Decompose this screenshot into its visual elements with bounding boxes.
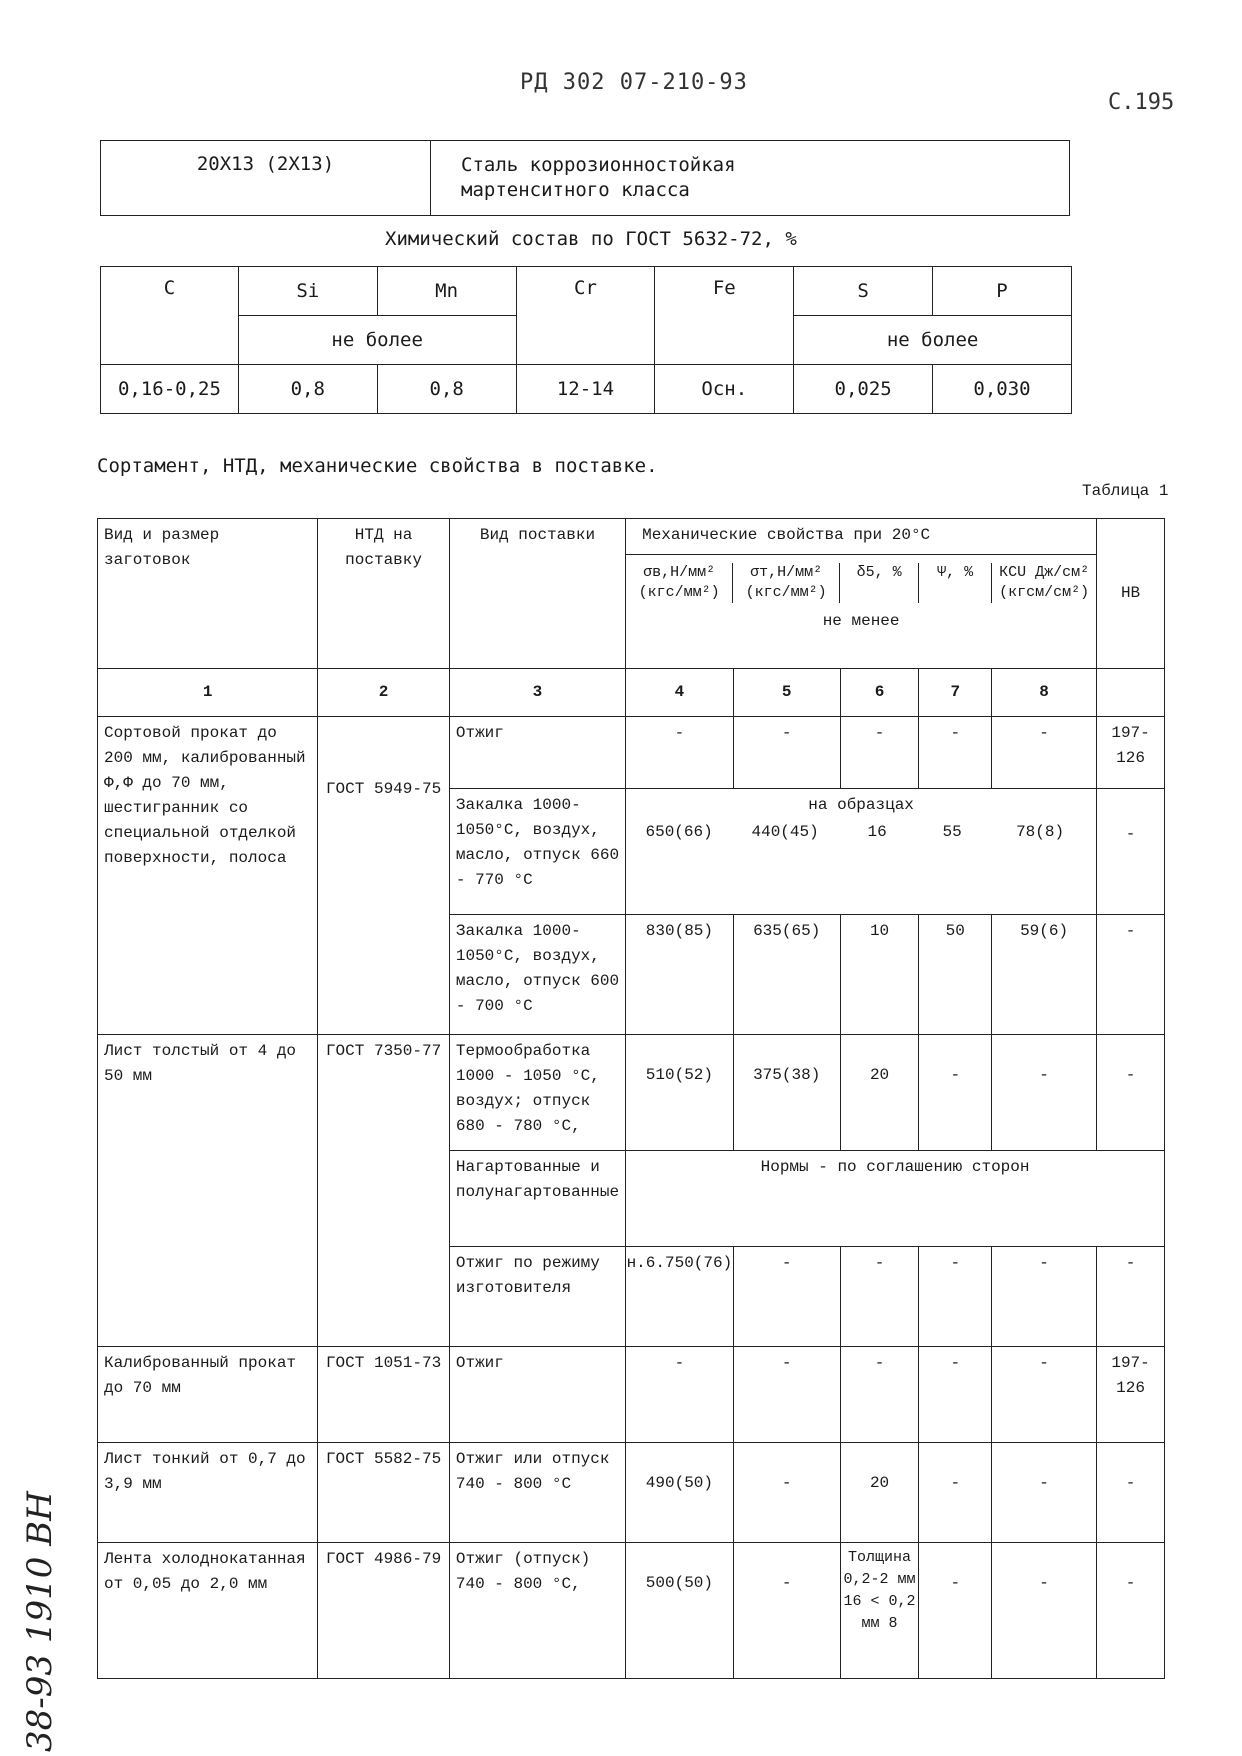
r5-v1: 500(50) (626, 1543, 734, 1679)
r3-v3: - (840, 1347, 919, 1443)
r1a-hb: 197-126 (1097, 717, 1165, 789)
r4-v5: - (992, 1443, 1097, 1543)
chem-el-p: P (933, 267, 1072, 316)
r1b-v3: 16 (867, 823, 887, 841)
r1b-supply: Закалка 1000-1050°С, воздух, масло, отпуск 660 - 770 °С (449, 789, 625, 915)
r4-ntd: ГОСТ 5582-75 (318, 1443, 450, 1543)
r1b-note: на образцах (808, 796, 914, 814)
r5-hb: - (1097, 1543, 1165, 1679)
r1c-hb: - (1097, 915, 1165, 1035)
r2c-v5: - (992, 1247, 1097, 1347)
r2c-v1: н.6.750(76) (626, 1247, 734, 1347)
r3-v2: - (733, 1347, 840, 1443)
r1-ntd: ГОСТ 5949-75 (318, 717, 450, 1035)
grade-box (100, 140, 1070, 216)
col-num: 2 (318, 669, 450, 717)
header-kind: Вид и размер заготовок (98, 519, 318, 669)
col-num: 5 (733, 669, 840, 717)
chem-val: 0,025 (794, 365, 933, 414)
header-sigma-t: σт,Н/мм² (кгс/мм²) (733, 563, 840, 603)
r2c-v3: - (840, 1247, 919, 1347)
chem-val: 0,8 (377, 365, 516, 414)
header-psi: Ψ, % (919, 563, 992, 603)
chem-el-fe: Fe (655, 267, 794, 365)
r1c-v4: 50 (919, 915, 992, 1035)
col-num: 6 (840, 669, 919, 717)
r1c-v3: 10 (840, 915, 919, 1035)
sortament-caption: Сортамент, НТД, механические свойства в поставке. (97, 455, 658, 477)
col-num: 3 (449, 669, 625, 717)
r3-v4: - (919, 1347, 992, 1443)
chem-el-si: Si (238, 267, 377, 316)
chem-not-more-1: не более (238, 316, 516, 365)
r1a-v5: - (992, 717, 1097, 789)
r4-hb: - (1097, 1443, 1165, 1543)
chem-val: 12-14 (516, 365, 655, 414)
r1c-v2: 635(65) (733, 915, 840, 1035)
r3-supply: Отжиг (449, 1347, 625, 1443)
r1c-v1: 830(85) (626, 915, 734, 1035)
r1-kind: Сортовой прокат до 200 мм, калиброванный Ф,Ф до 70 мм, шестигранник со специальной отделкой поверхности, полоса (98, 717, 318, 1035)
chem-val: 0,8 (238, 365, 377, 414)
chem-el-c: С (101, 267, 239, 365)
r5-supply: Отжиг (отпуск) 740 - 800 °С, (449, 1543, 625, 1679)
col-num: 1 (98, 669, 318, 717)
r1b-v2: 440(45) (751, 823, 819, 841)
header-kcu: КСU Дж/см² (кгсм/см²) (999, 564, 1090, 601)
r1b-hb: - (1097, 789, 1165, 915)
chem-not-more-2: не более (794, 316, 1072, 365)
r2-kind: Лист толстый от 4 до 50 мм (98, 1035, 318, 1347)
header-ntd: НТД на поставку (318, 519, 450, 669)
r5-v4: - (919, 1543, 992, 1679)
document-code: РД 302 07-210-93 (520, 70, 748, 95)
r2a-supply: Термообработка 1000 - 1050 °С, воздух; отпуск 680 - 780 °С, (449, 1035, 625, 1151)
r1a-v4: - (919, 717, 992, 789)
r1b-v4: 55 (942, 823, 962, 841)
r1a-supply: Отжиг (449, 717, 625, 789)
r4-kind: Лист тонкий от 0,7 до 3,9 мм (98, 1443, 318, 1543)
r3-v1: - (626, 1347, 734, 1443)
r2c-supply: Отжиг по режиму изготовителя (449, 1247, 625, 1347)
grade-class (461, 153, 736, 203)
header-supply: Вид поставки (449, 519, 625, 669)
r2a-v2: 375(38) (733, 1035, 840, 1151)
grade-class-line1: Сталь коррозионностойкая (461, 154, 736, 176)
r4-v1: 490(50) (626, 1443, 734, 1543)
header-hb: НВ (1097, 519, 1165, 669)
r2c-v4: - (919, 1247, 992, 1347)
col-num: 4 (626, 669, 734, 717)
r2a-v3: 20 (840, 1035, 919, 1151)
r2c-hb: - (1097, 1247, 1165, 1347)
r3-hb: 197-126 (1097, 1347, 1165, 1443)
r2a-v1: 510(52) (626, 1035, 734, 1151)
r3-ntd: ГОСТ 1051-73 (318, 1347, 450, 1443)
r1b-v1: 650(66) (645, 823, 713, 841)
chem-el-s: S (794, 267, 933, 316)
r2b-note: Нормы - по соглашению сторон (626, 1151, 1165, 1247)
r1b-mech (626, 789, 1097, 915)
header-mech (626, 519, 1097, 669)
col-num-empty (1097, 669, 1165, 717)
r1c-v5: 59(6) (992, 915, 1097, 1035)
r1c-supply: Закалка 1000-1050°С, воздух, масло, отпуск 600 - 700 °С (449, 915, 625, 1035)
chem-table (100, 266, 1072, 414)
r2b-supply: Нагартованные и полунагартованные (449, 1151, 625, 1247)
r3-kind: Калиброванный прокат до 70 мм (98, 1347, 318, 1443)
header-mech-sub (626, 563, 1096, 603)
r2-ntd: ГОСТ 7350-77 (318, 1035, 450, 1347)
header-delta: δ5, % (840, 563, 919, 603)
chem-val: 0,16-0,25 (101, 365, 239, 414)
grade-class-line2: мартенситного класса (461, 179, 690, 201)
r5-v2: - (733, 1543, 840, 1679)
chem-val: 0,030 (933, 365, 1072, 414)
col-num: 8 (992, 669, 1097, 717)
r5-v5: - (992, 1543, 1097, 1679)
r5-ntd: ГОСТ 4986-79 (318, 1543, 450, 1679)
chem-caption: Химический состав по ГОСТ 5632-72, % (385, 228, 797, 250)
r1b-v5: 78(8) (1016, 823, 1065, 841)
chem-el-mn: Mn (377, 267, 516, 316)
r2a-v5: - (992, 1035, 1097, 1151)
r1a-v3: - (840, 717, 919, 789)
header-sigma-b: σв,Н/мм² (кгс/мм²) (626, 563, 733, 603)
header-not-less: не менее (822, 612, 900, 630)
table-number: Таблица 1 (1082, 482, 1169, 500)
r4-v3: 20 (840, 1443, 919, 1543)
r4-supply: Отжиг или отпуск 740 - 800 °С (449, 1443, 625, 1543)
handwritten-margin-note: 38-93 1910 ВН (20, 1491, 60, 1752)
r1a-v1: - (626, 717, 734, 789)
r4-v4: - (919, 1443, 992, 1543)
grade-name: 20Х13 (2Х13) (101, 141, 431, 215)
r4-v2: - (733, 1443, 840, 1543)
r2a-hb: - (1097, 1035, 1165, 1151)
r5-kind: Лента холоднокатанная от 0,05 до 2,0 мм (98, 1543, 318, 1679)
chem-val: Осн. (655, 365, 794, 414)
r5-v3: Толщина 0,2-2 мм 16 < 0,2 мм 8 (840, 1543, 919, 1679)
r3-v5: - (992, 1347, 1097, 1443)
r1a-v2: - (733, 717, 840, 789)
r2c-v2: - (733, 1247, 840, 1347)
chem-el-cr: Cr (516, 267, 655, 365)
page-number: С.195 (1108, 90, 1175, 115)
col-num: 7 (919, 669, 992, 717)
properties-table (97, 518, 1165, 1679)
header-mech-title: Механические свойства при 20°С (642, 526, 931, 544)
r2a-v4: - (919, 1035, 992, 1151)
